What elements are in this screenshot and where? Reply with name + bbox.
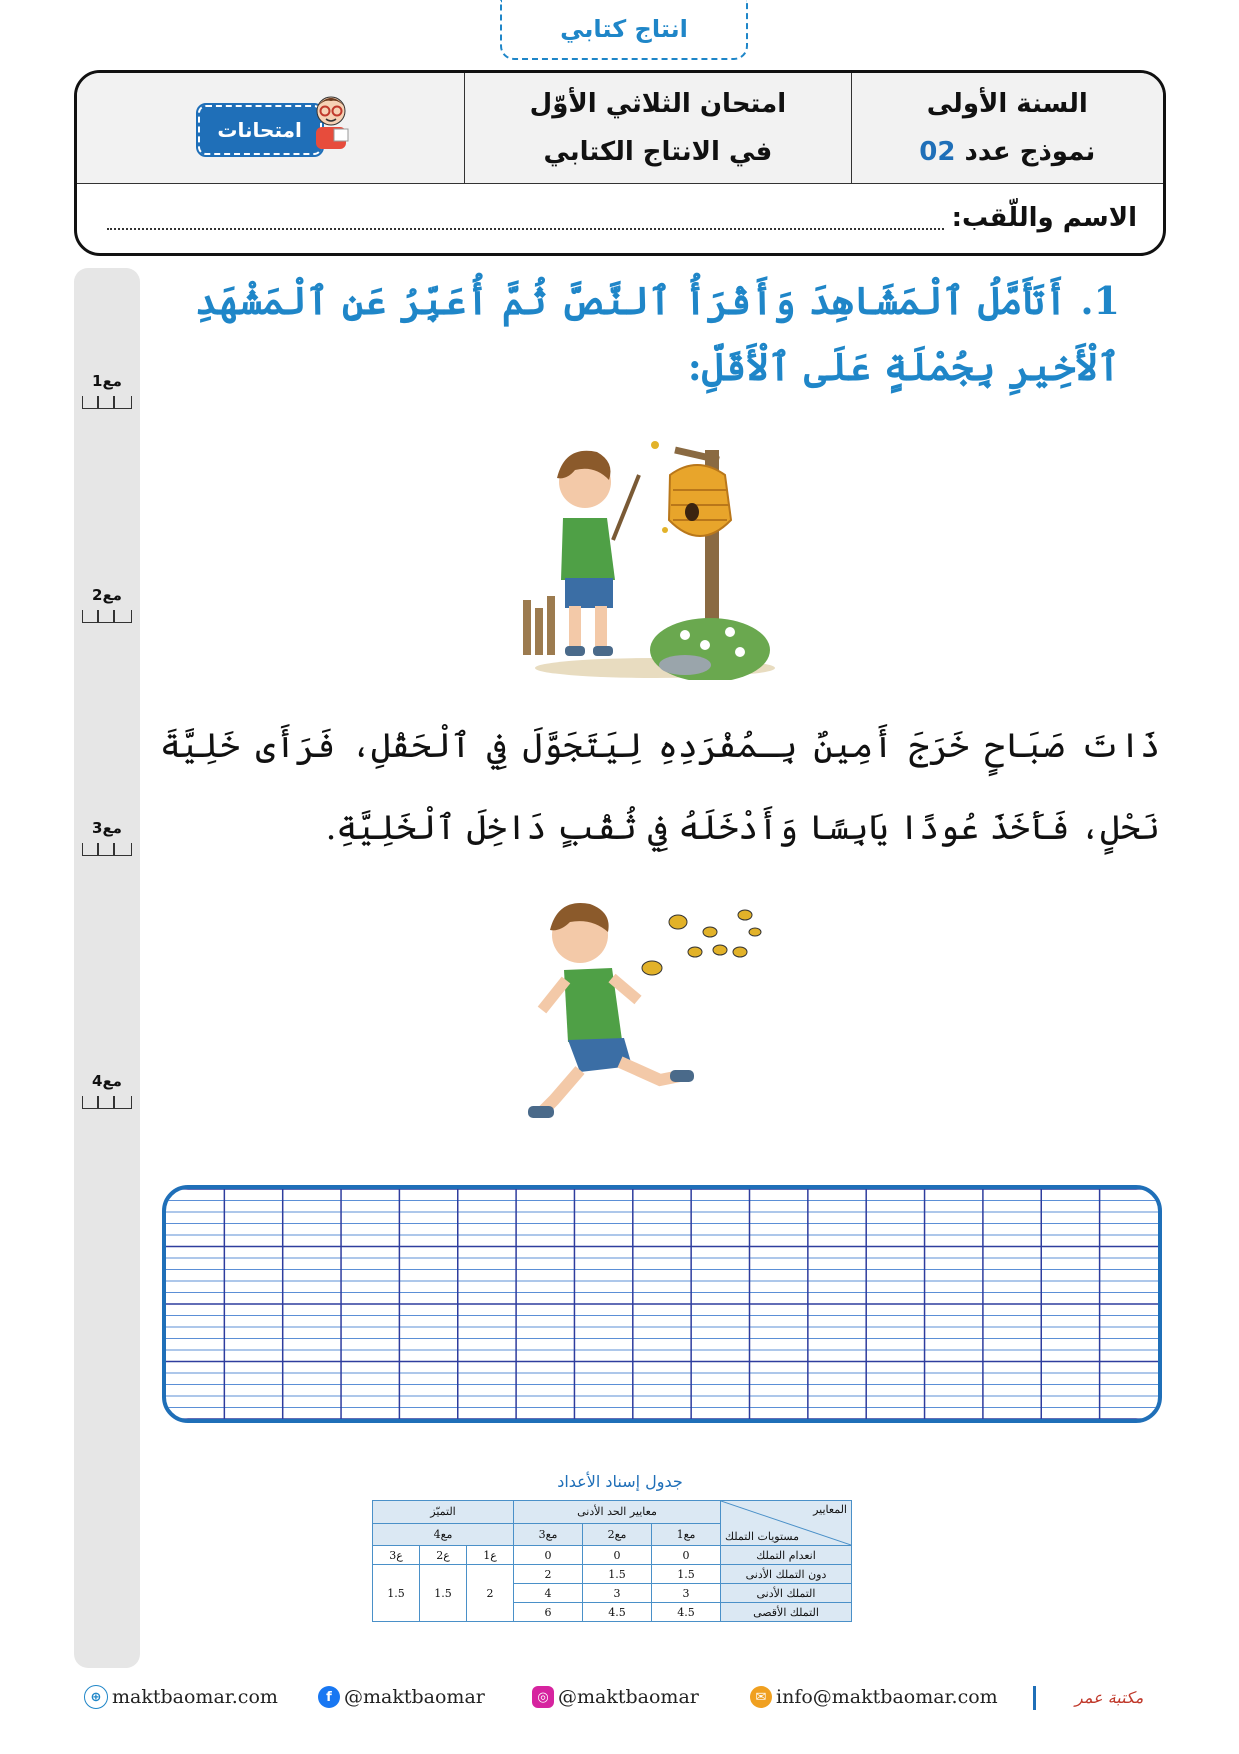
name-label: الاسم واللّقب: bbox=[951, 203, 1137, 233]
score-cell: ع1 bbox=[467, 1546, 514, 1565]
model-number: نموذج عدد 02 bbox=[919, 137, 1096, 167]
footer-email[interactable]: ✉ info@maktbaomar.com bbox=[750, 1680, 998, 1714]
score-cell: 1.5 bbox=[373, 1565, 420, 1622]
footer-divider bbox=[1033, 1686, 1036, 1710]
exam-title-line2: في الانتاج الكتابي bbox=[543, 137, 773, 167]
criterion-mark-3: مع3 bbox=[74, 819, 140, 856]
score-cell: 3 bbox=[652, 1584, 721, 1603]
score-boxes[interactable] bbox=[82, 843, 132, 856]
globe-icon: ⊕ bbox=[84, 1685, 108, 1709]
col-header: مع4 bbox=[373, 1523, 514, 1546]
score-cell: 1.5 bbox=[583, 1565, 652, 1584]
criterion-mark-4: مع4 bbox=[74, 1072, 140, 1109]
question-number: 1. bbox=[1080, 278, 1120, 323]
footer-website[interactable]: ⊕ maktbaomar.com bbox=[84, 1680, 278, 1714]
score-boxes[interactable] bbox=[82, 610, 132, 623]
score-cell: 1.5 bbox=[652, 1565, 721, 1584]
question-1 bbox=[160, 268, 1120, 400]
level-label: التملك الأدنى bbox=[721, 1584, 852, 1603]
footer-instagram[interactable]: ◎ @maktbaomar bbox=[532, 1680, 699, 1714]
score-cell: 4.5 bbox=[652, 1603, 721, 1622]
instagram-icon: ◎ bbox=[532, 1686, 554, 1708]
boy-running-bees-illustration bbox=[520, 890, 800, 1150]
score-cell: 0 bbox=[583, 1546, 652, 1565]
brand-logo: امتحانات bbox=[196, 99, 346, 157]
question-text: أَتَأَمَّلُ ٱلْمَشَاهِدَ وَأَقْرَأُ ٱلنَّصَّ ثُمَّ أُعَبِّرُ عَنِ ٱلْمَشْهَدِ ٱلْأَخِيرِ بِجُمْلَةٍ عَلَى ٱلْأَقَلِّ: bbox=[195, 278, 1120, 389]
score-cell: 3 bbox=[583, 1584, 652, 1603]
criterion-mark-1: مع1 bbox=[74, 372, 140, 409]
teacher-icon bbox=[308, 91, 354, 149]
writing-grid[interactable] bbox=[162, 1185, 1162, 1423]
criterion-mark-2: مع2 bbox=[74, 586, 140, 623]
col-header: مع1 bbox=[652, 1523, 721, 1546]
mail-icon: ✉ bbox=[750, 1686, 772, 1708]
score-cell: 1.5 bbox=[420, 1565, 467, 1622]
score-boxes[interactable] bbox=[82, 1096, 132, 1109]
criteria-corner-cell: المعايير مستويات التملك bbox=[721, 1501, 852, 1546]
level-label: دون التملك الأدنى bbox=[721, 1565, 852, 1584]
boy-beehive-illustration bbox=[505, 420, 780, 680]
score-cell: 2 bbox=[514, 1565, 583, 1584]
level-label: انعدام التملك bbox=[721, 1546, 852, 1565]
school-year: السنة الأولى bbox=[926, 89, 1088, 119]
score-cell: 6 bbox=[514, 1603, 583, 1622]
exam-title-cell bbox=[464, 73, 850, 183]
score-cell: ع3 bbox=[373, 1546, 420, 1565]
facebook-icon: f bbox=[318, 1686, 340, 1708]
story-text: ذَاتَ صَبَاحٍ خَرَجَ أَمِينٌ بِـمُفْرَدِهِ لِيَتَجَوَّلَ فِي ٱلْحَقْلِ، فَرَأَى خَلِيَّةَ نَحْلٍ، فَأَخَذَ عُودًا يَابِسًا وَأَدْخَلَهُ فِي ثُقْبٍ دَاخِلَ ٱلْخَلِيَّةِ. bbox=[160, 726, 1160, 848]
score-cell: 4.5 bbox=[583, 1603, 652, 1622]
criteria-sidebar bbox=[74, 268, 140, 1668]
exam-title-line1: امتحان الثلاثي الأوّل bbox=[529, 89, 787, 119]
logo-cell bbox=[77, 73, 464, 183]
score-cell: 0 bbox=[514, 1546, 583, 1565]
score-cell: 0 bbox=[652, 1546, 721, 1565]
excellence-header: التميّز bbox=[373, 1501, 514, 1524]
year-cell bbox=[851, 73, 1163, 183]
min-criteria-header: معايير الحد الأدنى bbox=[514, 1501, 721, 1524]
score-boxes[interactable] bbox=[82, 396, 132, 409]
score-cell: 2 bbox=[467, 1565, 514, 1622]
section-tag: انتاج كتابي bbox=[500, 0, 748, 60]
level-label: التملك الأقصى bbox=[721, 1603, 852, 1622]
brand-signature: مكتبة عمر bbox=[1075, 1687, 1144, 1707]
grading-table bbox=[372, 1500, 852, 1622]
name-field[interactable] bbox=[107, 228, 944, 230]
exam-header bbox=[74, 70, 1166, 256]
score-cell: ع2 bbox=[420, 1546, 467, 1565]
col-header: مع2 bbox=[583, 1523, 652, 1546]
col-header: مع3 bbox=[514, 1523, 583, 1546]
grading-table-title: جدول إسناد الأعداد bbox=[557, 1472, 683, 1491]
footer-facebook[interactable]: f @maktbaomar bbox=[318, 1680, 485, 1714]
score-cell: 4 bbox=[514, 1584, 583, 1603]
name-row bbox=[77, 183, 1163, 253]
